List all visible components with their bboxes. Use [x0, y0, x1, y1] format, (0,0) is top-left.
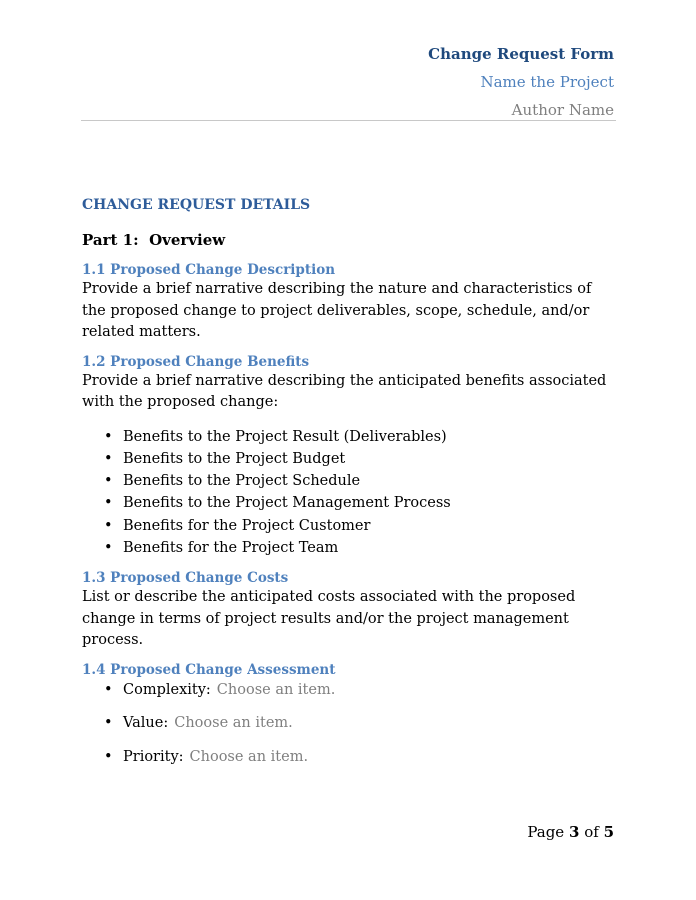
- document-body: [82, 195, 617, 779]
- document-title: Change Request Form: [428, 45, 614, 63]
- assessment-label: Priority:: [123, 748, 184, 765]
- subsection-text-1-2: Provide a brief narrative describing the anticipated benefits associated with the proposed change:: [82, 372, 607, 410]
- list-item-text: Benefits to the Project Schedule: [123, 473, 361, 490]
- total-page-count: 5: [603, 823, 614, 841]
- assessment-list: [82, 679, 617, 768]
- bullet-icon: •: [104, 517, 113, 534]
- complexity-dropdown[interactable]: Choose an item.: [216, 681, 336, 698]
- assessment-label: Value:: [123, 715, 169, 732]
- bullet-icon: •: [104, 495, 113, 512]
- list-item: [82, 515, 617, 537]
- of-word: of: [584, 823, 599, 841]
- benefits-list: [82, 426, 617, 560]
- value-dropdown[interactable]: Choose an item.: [174, 715, 293, 732]
- author-name: Author Name: [511, 101, 614, 119]
- subsection-text-1-1: Provide a brief narrative describing the nature and characteristics of the proposed change to project deliverables, scope, schedule, and/or related matters.: [82, 281, 592, 340]
- list-item: [82, 537, 617, 559]
- subsection-heading-1-4: 1.4 Proposed Change Assessment: [82, 661, 336, 678]
- current-page-number: 3: [568, 823, 580, 841]
- assessment-item-priority: [82, 746, 617, 768]
- page-header: [428, 40, 614, 124]
- subsection-heading-1-2: 1.2 Proposed Change Benefits: [82, 353, 310, 370]
- assessment-item-complexity: [82, 679, 617, 701]
- part-heading: Part 1: Overview: [82, 231, 226, 249]
- subsection-heading-1-1: 1.1 Proposed Change Description: [82, 262, 336, 278]
- list-item: [82, 448, 617, 470]
- bullet-icon: •: [104, 473, 113, 490]
- list-item: [82, 492, 617, 514]
- project-name: Name the Project: [480, 73, 614, 91]
- list-item-text: Benefits to the Project Result (Deliverables): [123, 428, 447, 445]
- list-item-text: Benefits to the Project Budget: [123, 450, 346, 467]
- list-item-text: Benefits to the Project Management Process: [123, 495, 451, 512]
- section-heading: CHANGE REQUEST DETAILS: [82, 197, 311, 213]
- page-word: Page: [527, 823, 565, 841]
- bullet-icon: •: [104, 450, 113, 467]
- bullet-icon: •: [104, 715, 113, 732]
- bullet-icon: •: [104, 748, 113, 765]
- list-item-text: Benefits for the Project Customer: [123, 517, 371, 534]
- bullet-icon: •: [104, 681, 113, 698]
- list-item: [82, 470, 617, 492]
- assessment-label: Complexity:: [123, 681, 211, 698]
- priority-dropdown[interactable]: Choose an item.: [189, 748, 309, 765]
- list-item: [82, 426, 617, 448]
- assessment-item-value: [82, 712, 617, 734]
- bullet-icon: •: [104, 428, 113, 445]
- bullet-icon: •: [104, 539, 113, 556]
- list-item-text: Benefits for the Project Team: [123, 539, 339, 556]
- page-footer: [527, 822, 614, 842]
- header-divider: [81, 120, 616, 121]
- subsection-heading-1-3: 1.3 Proposed Change Costs: [82, 570, 289, 587]
- subsection-text-1-3: List or describe the anticipated costs associated with the proposed change in terms of project results and/or the project management process.: [82, 589, 576, 649]
